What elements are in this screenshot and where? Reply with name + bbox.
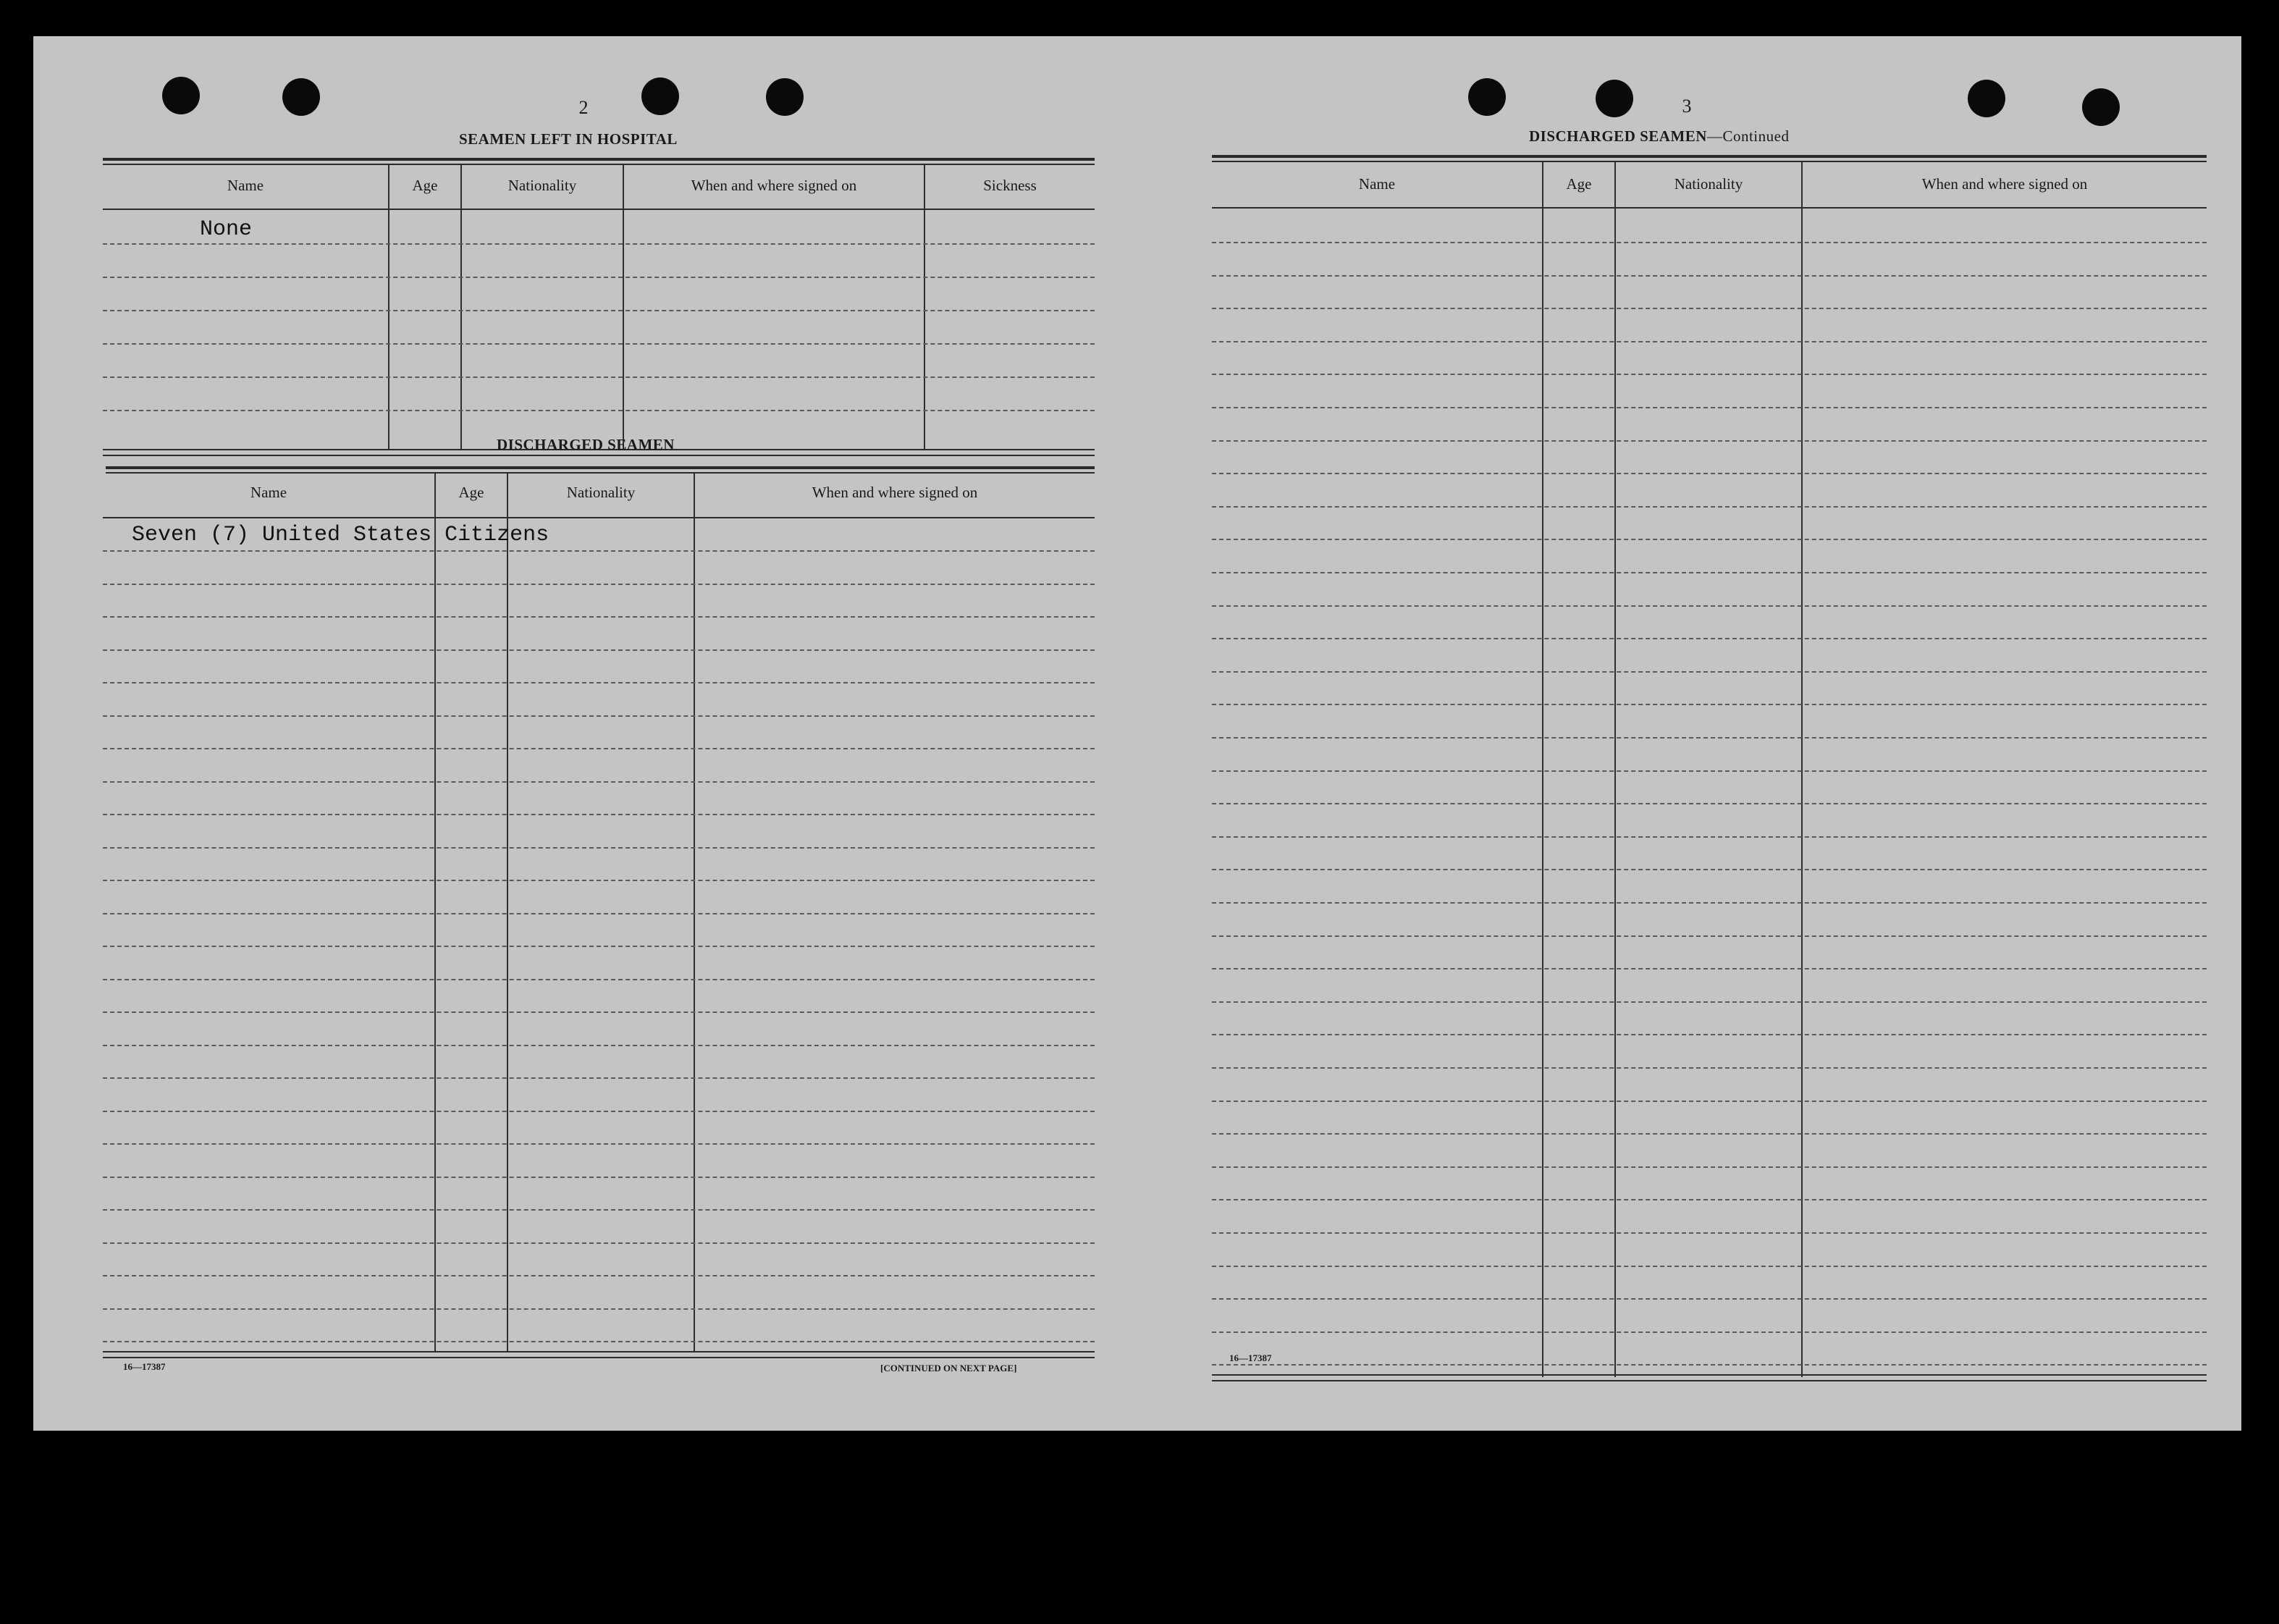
entry-line	[1212, 374, 2207, 375]
entry-line	[103, 1308, 1095, 1310]
column-header-name: Name	[227, 177, 264, 194]
entry-line	[1212, 935, 2207, 937]
header-rule	[1212, 207, 2207, 209]
entry-line	[1212, 308, 2207, 309]
entry-line	[1212, 737, 2207, 739]
punch-hole	[162, 77, 200, 114]
entry-line	[1212, 869, 2207, 870]
column-header-signed-on: When and where signed on	[1921, 175, 2088, 193]
hospital-entry: None	[200, 217, 253, 242]
entry-line	[103, 243, 1095, 245]
entry-line	[1212, 275, 2207, 277]
column-divider	[388, 165, 389, 449]
entry-line	[1212, 539, 2207, 540]
table-top-rule	[103, 158, 1095, 161]
punch-hole	[1468, 78, 1506, 116]
punch-hole	[766, 78, 804, 116]
entry-line	[103, 310, 1095, 311]
title-continued: —Continued	[1706, 127, 1790, 145]
entry-line	[1212, 341, 2207, 342]
punch-hole	[282, 78, 320, 116]
entry-line	[1212, 407, 2207, 408]
entry-line	[103, 1242, 1095, 1244]
discharged-section-title: DISCHARGED SEAMEN	[497, 436, 675, 453]
entry-line	[1212, 1266, 2207, 1267]
hospital-section-title: SEAMEN LEFT IN HOSPITAL	[459, 130, 678, 148]
entry-line	[103, 410, 1095, 411]
entry-line	[103, 847, 1095, 849]
entry-line	[103, 1275, 1095, 1276]
entry-line	[1212, 1101, 2207, 1102]
entry-line	[103, 979, 1095, 980]
column-header-name: Name	[250, 484, 287, 501]
column-header-age: Age	[458, 484, 484, 501]
entry-line	[1212, 1133, 2207, 1135]
entry-line	[1212, 1166, 2207, 1168]
entry-line	[1212, 440, 2207, 442]
entry-line	[1212, 902, 2207, 904]
entry-line	[103, 550, 1095, 552]
column-header-signed-on: When and where signed on	[691, 177, 857, 194]
entry-line	[1212, 1034, 2207, 1035]
column-header-signed-on: When and where signed on	[812, 484, 978, 501]
entry-line	[1212, 1001, 2207, 1003]
table-top-rule	[103, 164, 1095, 165]
entry-line	[1212, 1199, 2207, 1200]
entry-line	[103, 814, 1095, 815]
punch-hole	[641, 77, 679, 115]
discharged-continued-title	[1529, 127, 1789, 146]
entry-line	[1212, 1067, 2207, 1069]
entry-line	[103, 880, 1095, 881]
table-top-rule	[1212, 155, 2207, 158]
punch-hole	[2082, 88, 2120, 126]
entry-line	[1212, 836, 2207, 838]
entry-line	[103, 584, 1095, 585]
entry-line	[1212, 1364, 2207, 1366]
entry-line	[1212, 704, 2207, 705]
entry-line	[1212, 473, 2207, 474]
entry-line	[1212, 770, 2207, 772]
column-header-name: Name	[1358, 175, 1396, 193]
column-header-age: Age	[412, 177, 438, 194]
entry-line	[1212, 1298, 2207, 1300]
entry-line	[103, 715, 1095, 717]
entry-line	[103, 1341, 1095, 1342]
entry-line	[103, 682, 1095, 683]
entry-line	[103, 343, 1095, 345]
table-bottom-rule	[1212, 1374, 2207, 1376]
entry-line	[1212, 968, 2207, 969]
entry-line	[103, 1111, 1095, 1112]
entry-line	[1212, 638, 2207, 639]
entry-line	[103, 277, 1095, 278]
entry-line	[103, 1209, 1095, 1211]
entry-line	[103, 781, 1095, 783]
entry-line	[103, 1177, 1095, 1178]
table-bottom-rule	[1212, 1380, 2207, 1381]
table-bottom-rule	[103, 1357, 1095, 1358]
entry-line	[103, 649, 1095, 651]
entry-line	[103, 376, 1095, 378]
entry-line	[1212, 803, 2207, 804]
column-header-sickness: Sickness	[983, 177, 1037, 194]
column-header-nationality: Nationality	[566, 484, 636, 501]
entry-line	[1212, 572, 2207, 573]
entry-line	[103, 1011, 1095, 1013]
title-main: DISCHARGED SEAMEN	[1529, 127, 1707, 145]
form-number: 16—17387	[123, 1361, 166, 1372]
column-divider	[460, 165, 462, 449]
table-top-rule	[106, 466, 1095, 469]
continued-note: [CONTINUED ON NEXT PAGE]	[880, 1363, 1017, 1373]
page-number: 2	[578, 97, 589, 118]
page-number: 3	[1682, 96, 1692, 117]
entry-line	[103, 1045, 1095, 1046]
table-top-rule	[106, 472, 1095, 474]
entry-line	[103, 913, 1095, 914]
column-divider	[623, 165, 624, 449]
table-top-rule	[1212, 161, 2207, 162]
column-header-nationality: Nationality	[507, 177, 577, 194]
column-header-nationality: Nationality	[1674, 175, 1743, 193]
header-rule	[103, 209, 1095, 210]
entry-line	[103, 1077, 1095, 1079]
entry-line	[1212, 1331, 2207, 1333]
entry-line	[103, 1143, 1095, 1145]
column-divider	[924, 165, 925, 449]
entry-line	[1212, 671, 2207, 673]
entry-line	[103, 748, 1095, 749]
entry-line	[1212, 1232, 2207, 1234]
header-rule	[103, 517, 1095, 518]
table-bottom-rule	[103, 1351, 1095, 1352]
entry-line	[1212, 242, 2207, 243]
table-bottom-rule	[103, 455, 1095, 456]
punch-hole	[1596, 80, 1633, 117]
entry-line	[1212, 506, 2207, 508]
form-number: 16—17387	[1229, 1352, 1272, 1363]
punch-hole	[1968, 80, 2005, 117]
entry-line	[1212, 605, 2207, 607]
entry-line	[103, 946, 1095, 947]
discharged-entry: Seven (7) United States Citizens	[132, 523, 549, 547]
column-header-age: Age	[1566, 175, 1592, 193]
entry-line	[103, 616, 1095, 618]
document-sheet	[33, 36, 2241, 1431]
